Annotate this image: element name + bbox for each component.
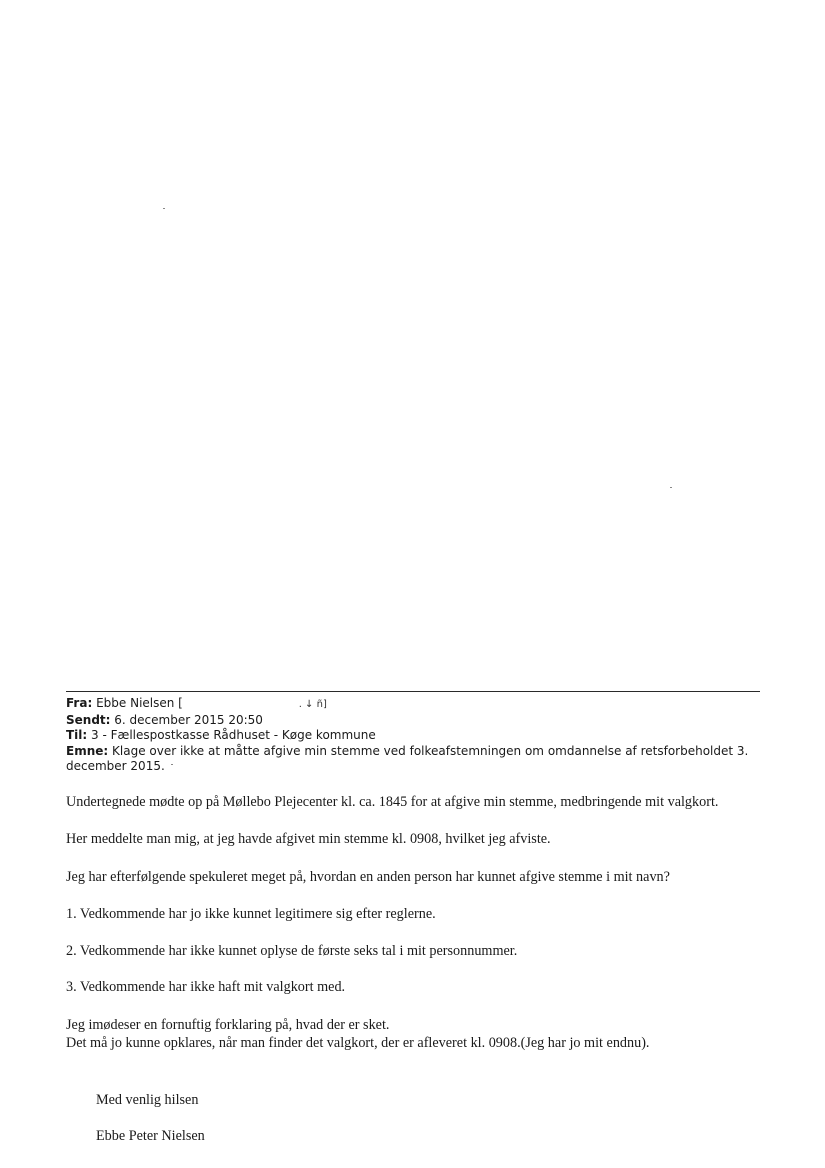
to-value: 3 - Fællespostkasse Rådhuset - Køge kommune	[91, 728, 376, 742]
email-header	[66, 696, 766, 775]
paragraph-question: Jeg har efterfølgende spekuleret meget på, hvordan en anden person har kunnet afgive stemme i mit navn?	[66, 869, 670, 885]
from-value: Ebbe Nielsen [	[96, 696, 183, 710]
from-line	[66, 696, 766, 713]
subject-value: Klage over ikke at måtte afgive min stemme ved folkeafstemningen om omdannelse af retsforbeholdet 3. december 2015.	[66, 743, 749, 773]
from-label: Fra:	[66, 696, 93, 710]
paragraph-request-line-2: Det må jo kunne opklares, når man finder det valgkort, der er afleveret kl. 0908.(Jeg har jo mit endnu).	[66, 1035, 650, 1051]
point-two: 2. Vedkommende har ikke kunnet oplyse de første seks tal i mit personnummer.	[66, 943, 518, 959]
scan-speck	[670, 487, 672, 488]
closing-greeting: Med venlig hilsen	[96, 1092, 199, 1108]
to-line	[66, 728, 766, 744]
sent-value: 6. december 2015 20:50	[114, 712, 263, 727]
point-three: 3. Vedkommende har ikke haft mit valgkort med.	[66, 979, 346, 995]
redacted-address-marks: . ↓ ñ]	[298, 699, 327, 710]
scan-speck	[163, 208, 165, 209]
point-one: 1. Vedkommende har jo ikke kunnet legitimere sig efter reglerne.	[66, 906, 436, 922]
paragraph-rejection: Her meddelte man mig, at jeg havde afgivet min stemme kl. 0908, hvilket jeg afviste.	[66, 831, 551, 847]
paragraph-request-line-1: Jeg imødeser en fornuftig forklaring på, hvad der er sket.	[66, 1017, 390, 1033]
sent-line	[66, 713, 766, 729]
header-divider-line	[66, 691, 760, 692]
subject-line	[66, 744, 766, 775]
paragraph-arrival: Undertegnede mødte op på Møllebo Plejecenter kl. ca. 1845 for at afgive min stemme, medbringende mit valgkort.	[66, 794, 719, 810]
to-label: Til:	[66, 728, 88, 742]
signature-name: Ebbe Peter Nielsen	[96, 1128, 205, 1144]
sent-label: Sendt:	[66, 712, 111, 727]
subject-label: Emne:	[66, 743, 109, 758]
